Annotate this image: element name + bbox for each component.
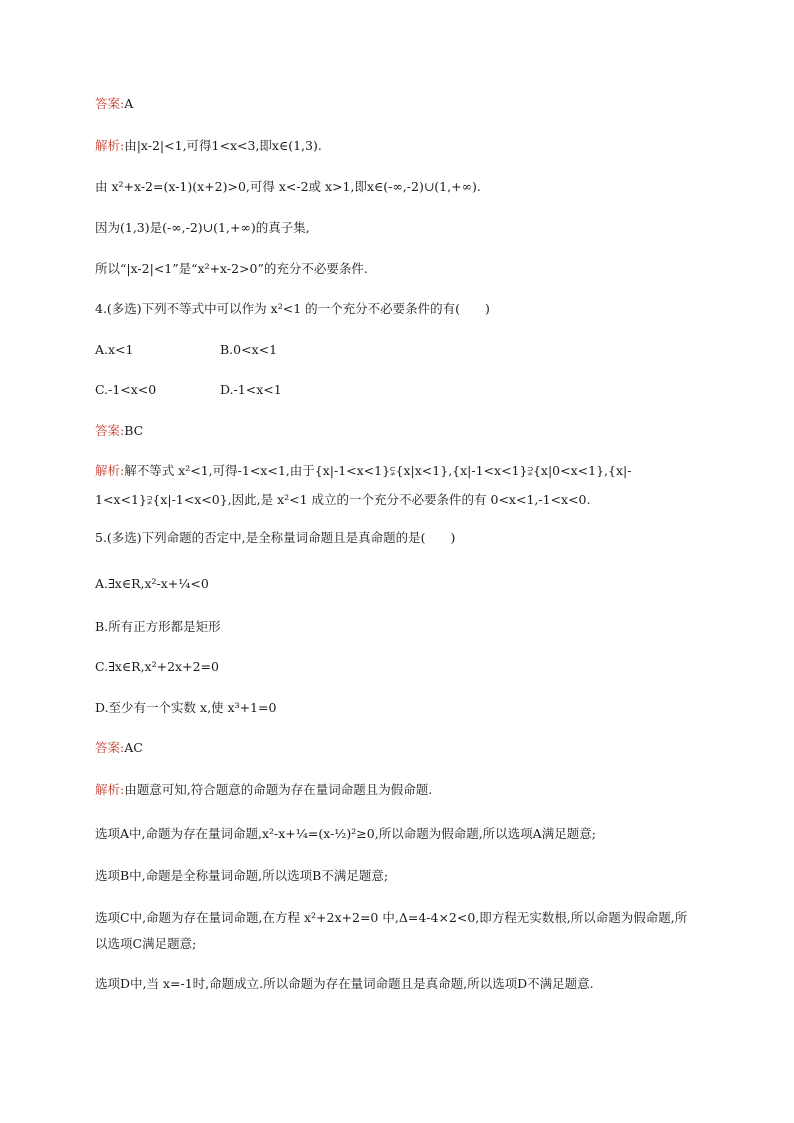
q5-analysis-line-4: 选项C中,命题为存在量词命题,在方程 x²+2x+2=0 中,Δ=4-4×2<0,即方程无实数根,所以命题为假命题,所以选项C满足题意; (95, 910, 688, 951)
q4-options-row-1 (95, 342, 695, 358)
analysis-label: 解析: (95, 782, 125, 797)
q5-analysis-line-5: 选项D中,当 x=-1时,命题成立.所以命题为存在量词命题且是真命题,所以选项D不满足题意. (95, 976, 594, 991)
q5-answer (95, 740, 695, 756)
analysis-text: 由题意可知,符合题意的命题为存在量词命题且为假命题. (124, 782, 433, 797)
q4-options-row-2 (95, 382, 695, 398)
analysis-text: 由|x-2|<1,可得1<x<3,即x∈(1,3). (124, 138, 322, 153)
q5-analysis-line-1 (95, 782, 695, 798)
analysis-label: 解析: (95, 138, 125, 153)
answer-value: A (124, 96, 134, 111)
q5-stem: 5.(多选)下列命题的否定中,是全称量词命题且是真命题的是( ) (95, 530, 456, 545)
option-c: C.-1<x<0 (95, 382, 157, 397)
answer-label: 答案: (95, 740, 125, 755)
option-b: B.0<x<1 (220, 342, 278, 357)
q3-answer (95, 96, 695, 112)
q5-option-b: B.所有正方形都是矩形 (95, 619, 221, 634)
answer-value: BC (124, 423, 144, 438)
q3-analysis-line-4: 所以“|x-2|<1”是“x²+x-2>0”的充分不必要条件. (95, 261, 368, 276)
q3-analysis-line-1 (95, 138, 695, 154)
q5-option-d: D.至少有一个实数 x,使 x³+1=0 (95, 700, 277, 715)
answer-value: AC (124, 740, 143, 755)
analysis-label: 解析: (95, 463, 125, 478)
q5-analysis-line-2: 选项A中,命题为存在量词命题,x²-x+¼=(x-½)²≥0,所以命题为假命题,所以选项A满足题意; (95, 826, 596, 841)
q4-analysis-line-1 (95, 463, 695, 479)
q3-analysis-line-3: 因为(1,3)是(-∞,-2)∪(1,+∞)的真子集, (95, 220, 310, 235)
q5-option-c: C.∃x∈R,x²+2x+2=0 (95, 659, 219, 674)
q4-stem: 4.(多选)下列不等式中可以作为 x²<1 的一个充分不必要条件的有( ) (95, 301, 490, 316)
option-d: D.-1<x<1 (220, 382, 282, 397)
q4-answer (95, 423, 695, 439)
answer-label: 答案: (95, 96, 125, 111)
q5-analysis-line-3: 选项B中,命题是全称量词命题,所以选项B不满足题意; (95, 868, 389, 883)
q3-analysis-line-2: 由 x²+x-2=(x-1)(x+2)>0,可得 x<-2或 x>1,即x∈(-∞,-2)∪(1,+∞). (95, 179, 481, 194)
q5-option-a: A.∃x∈R,x²-x+¼<0 (95, 576, 209, 591)
q4-analysis-line-2: 1<x<1}⫌{x|-1<x<0},因此,是 x²<1 成立的一个充分不必要条件的有 0<x<1,-1<x<0. (95, 492, 591, 507)
answer-label: 答案: (95, 423, 125, 438)
analysis-text: 解不等式 x²<1,可得-1<x<1,由于{x|-1<x<1}⫋{x|x<1},{x|-1<x<1}⫌{x|0<x<1},{x|- (124, 463, 632, 478)
option-a: A.x<1 (95, 342, 134, 357)
